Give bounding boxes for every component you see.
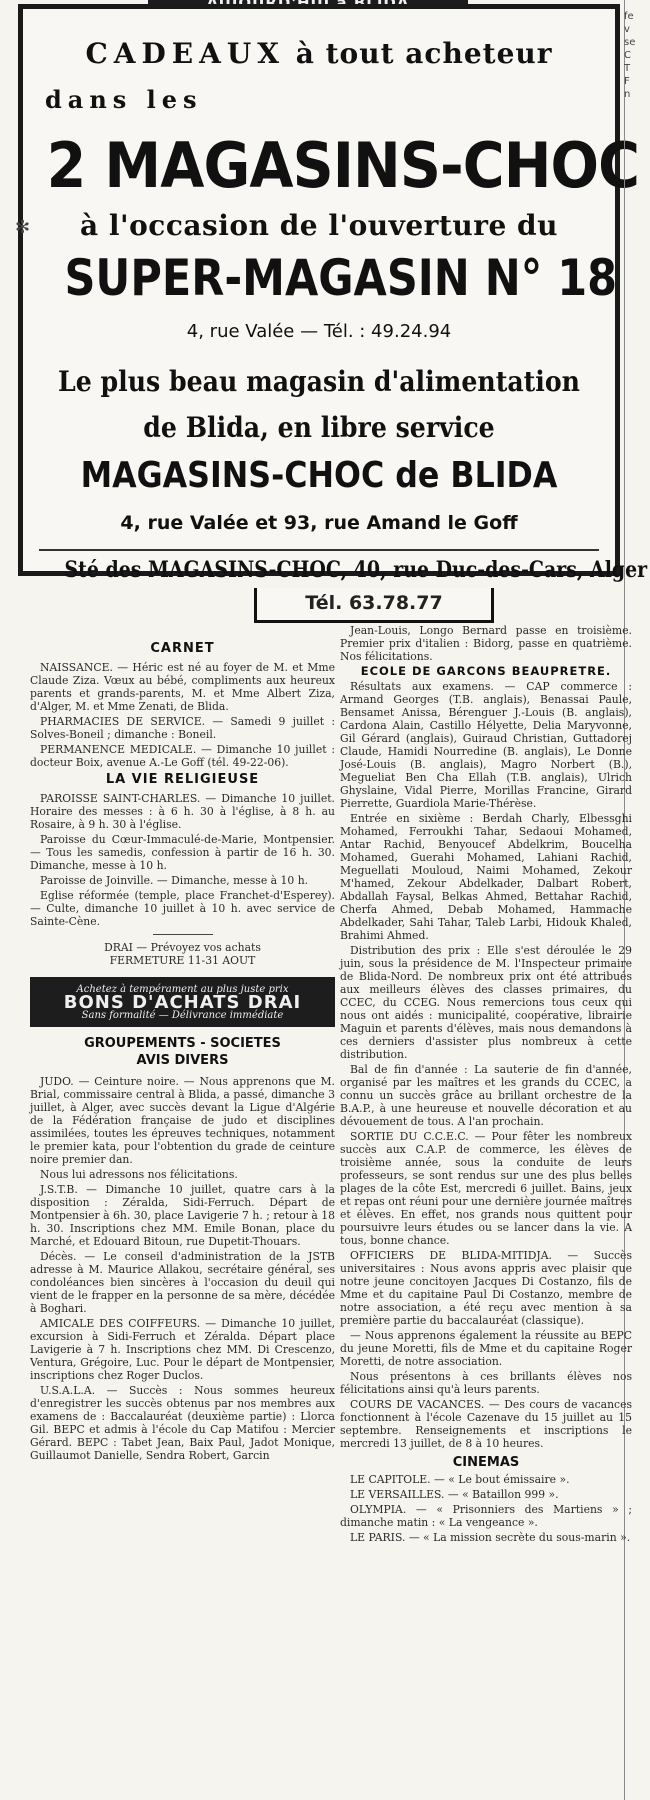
carnet-paragraph: PHARMACIES DE SERVICE. — Samedi 9 juillet : Solves-Boneil ; dimanche : Boneil. [30, 715, 335, 741]
vie-religieuse-paragraph: PAROISSE SAINT-CHARLES. — Dimanche 10 juillet. Horaire des messes : à 6 h. 30 à l'église, à 8 h. au Rosaire, à 9 h. 30 à l'église. [30, 792, 335, 831]
ad-line-libre-service: de Blida, en libre service [143, 411, 495, 444]
bons-achats-banner [30, 977, 335, 1027]
fragment-line: n [624, 89, 631, 100]
ad-tout-acheteur: à tout acheteur [284, 37, 553, 70]
section-divider [153, 934, 213, 935]
asterisk-icon: ✻ [15, 217, 31, 238]
ad-divider [39, 549, 599, 551]
banner-line-1: Achetez à tempérament au plus juste prix [76, 984, 289, 995]
vie-religieuse-paragraph: Eglise réformée (temple, place Franchet-d'Esperey). — Culte, dimanche 10 juillet à 10 h. avec service de Sainte-Cène. [30, 889, 335, 928]
left-column [30, 638, 335, 1464]
news-paragraph: COURS DE VACANCES. — Des cours de vacances fonctionnent à l'école Cazenave du 15 juillet au 15 septembre. Renseignements et inscriptions le mercredi 13 juillet, de 8 à 10 heures. [340, 1398, 632, 1450]
fragment-line: v [624, 24, 630, 35]
ecole-heading: ECOLE DE GARCONS BEAUPRETRE. [360, 664, 612, 678]
groupements-paragraph: Nous lui adressons nos félicitations. [40, 1168, 238, 1181]
drai-closing: FERMETURE 11-31 AOUT [109, 954, 256, 967]
ad-line-occasion: à l'occasion de l'ouverture du [80, 209, 558, 242]
news-paragraph: Bal de fin d'année : La sauterie de fin d'année, organisé par les maîtres et les grands du CCEC, a connu un succès grâce au brillant orchestre de la B.A.P., à une heureuse et nouvelle décoration et au dévouement de tous. A l'an prochain. [340, 1063, 632, 1128]
carnet-paragraph: NAISSANCE. — Héric est né au foyer de M. et Mme Claude Ziza. Vœux au bébé, compliments aux heureux parents et grands-parents, M. et Mme Albert Ziza, d'Alger, M. et Mme Zenati, de Blida. [30, 661, 335, 713]
ad-line-address-2: 4, rue Valée et 93, rue Amand le Goff [120, 512, 518, 534]
news-paragraph: Résultats aux examens. — CAP commerce : Armand Georges (T.B. anglais), Benassai Paule, Bensamet Anissa, Bérenguer J.-Louis (B. anglais), Cardona Alain, Castillo Hélyette, Delia Maryvonne, Gil Gérard (anglais), Guiraud Christian, Guttadorej Claude, Hamidi Nourredine (B. anglais), Le Donne José-Louis (B. anglais), Magro Norbert (B.), Megueliat Ben Cha Ellah (T.B. anglais), Ulrich Ghyslaine, Vidal Pierre, Morillas Francine, Girard Pierrette, Guardiola Marie-Thérèse. [340, 680, 632, 810]
adjacent-column-fragment [624, 10, 650, 101]
groupements-heading-line-1: GROUPEMENTS - SOCIETES [84, 1036, 281, 1051]
ad-line-dans-les: dans les [45, 85, 203, 114]
drai-notice: DRAI — Prévoyez vos achats [104, 941, 261, 954]
ad-line-magasins-choc-blida: MAGASINS-CHOC de BLIDA [80, 455, 558, 496]
fragment-line: se [624, 37, 636, 48]
ad-line-address-1: 4, rue Valée — Tél. : 49.24.94 [186, 321, 452, 342]
fragment-line: F [624, 76, 630, 87]
news-paragraph: — Nous apprenons également la réussite au BEPC du jeune Moretti, fils de Mme et du capitaine Roger Moretti, de notre association. [340, 1329, 632, 1368]
cinema-listing: OLYMPIA. — « Prisonniers des Martiens » ; dimanche matin : « La vengeance ». [340, 1503, 632, 1529]
vie-religieuse-paragraph: Paroisse de Joinville. — Dimanche, messe à 10 h. [40, 874, 309, 887]
vie-religieuse-heading: LA VIE RELIGIEUSE [105, 772, 260, 787]
continued-paragraph: Jean-Louis, Longo Bernard passe en troisième. Premier prix d'italien : Bidorg, passe en quatrième. Nos félicitations. [340, 624, 632, 663]
news-paragraph: Distribution des prix : Elle s'est déroulée le 29 juin, sous la présidence de M. l'Inspecteur primaire de Blida-Nord. De nombreux prix ont été attribués aux meilleurs élèves des classes primaires, du CCEC, du CCEG. Nous remercions tous ceux qui nous ont aidés : municipalité, coopérative, librairie Maguin et parents d'élèves, mais nous demandons à ces derniers d'assister plus nombreux à cette distribution. [340, 944, 632, 1061]
banner-line-3: Sans formalité — Délivrance immédiate [81, 1010, 284, 1021]
ad-line-super-magasin: SUPER-MAGASIN N° 18 [64, 249, 618, 307]
fragment-line: C [624, 50, 631, 61]
groupements-paragraph: AMICALE DES COIFFEURS. — Dimanche 10 juillet, excursion à Sidi-Ferruch et Zéralda. Départ place Lavigerie à 7 h. Inscriptions chez MM. Di Crescenzo, Ventura, Grégoire, Luc. Pour le départ de Montpensier, inscriptions chez Roger Duclos. [30, 1317, 335, 1382]
right-column [340, 624, 632, 1546]
groupements-paragraph: Décès. — Le conseil d'administration de la JSTB adresse à M. Maurice Allakou, secrétaire général, ses condoléances bien sincères à l'occasion du deuil qui vient de le frapper en la personne de sa mère, décédée à Boghari. [30, 1250, 335, 1315]
banner-line-2: BONS D'ACHATS DRAI [63, 992, 302, 1013]
vie-religieuse-paragraph: Paroisse du Cœur-Immaculé-de-Marie, Montpensier. — Tous les samedis, confession à partir de 16 h. 30. Dimanche, messe à 10 h. [30, 833, 335, 872]
groupements-paragraph: U.S.A.L.A. — Succès : Nous sommes heureux d'enregistrer les succès obtenus par nos membres aux examens de : Baccalauréat (deuxième partie) : Llorca Gil. BEPC et admis à l'école du Cap Matifou : Mercier Gérard. BEPC : Tabet Jean, Baix Paul, Jadot Monique, Guillaumot Danielle, Sendra Robert, Garcin [30, 1384, 335, 1462]
fragment-line: fe [624, 11, 634, 22]
ad-telephone: Tél. 63.78.77 [254, 588, 494, 623]
fragment-line: T [624, 63, 631, 74]
news-paragraph: Entrée en sixième : Berdah Charly, Elbessghi Mohamed, Ferroukhi Tahar, Sedaoui Mohamed, Antar Rachid, Benyoucef Abdelkrim, Boucelha Mohamed, Guerahi Mohamed, Lahiani Rachid, Meguellati Mouloud, Naimi Mohamed, Zekour M'hamed, Zekour Abdelkader, Dalbart Robert, Abdallah Faysal, Belkas Ahmed, Bettahar Rachid, Cherfa Ahmed, Debab Mohamed, Hammache Abdelkader, Sahi Tahar, Taleb Larbi, Hidouk Khaled, Brahimi Ahmed. [340, 812, 632, 942]
ad-line-cadeaux [23, 37, 615, 70]
cinema-listing: LE PARIS. — « La mission secrète du sous-marin ». [350, 1531, 631, 1544]
news-paragraph: SORTIE DU C.C.E.C. — Pour fêter les nombreux succès aux C.A.P. de commerce, les élèves de troisième année, sous la conduite de leurs professeurs, se sont rendus sur une des plus belles plages de la côte Est, mercredi 6 juillet. Bains, jeux et repas ont réuni pour une dernière journée maîtres et élèves. En effet, nos grands nous quittent pour poursuivre leurs études ou se lancer dans la vie. A tous, bonne chance. [340, 1130, 632, 1247]
groupements-heading-line-2: AVIS DIVERS [136, 1053, 229, 1068]
ad-line-societe: Sté des MAGASINS-CHOC, 40, rue Duc-des-Cars, Alger [64, 557, 648, 583]
groupements-paragraph: JUDO. — Ceinture noire. — Nous apprenons que M. Brial, commissaire central à Blida, a passé, dimanche 3 juillet, à Alger, avec succès devant la Ligue d'Algérie de la Fédération française de judo et disciplines assimilées, toutes les épreuves techniques, notamment le premier kata, pour l'obtention du grade de ceinture noire premier dan. [30, 1075, 335, 1166]
ad-cadeaux-word: CADEAUX [85, 37, 285, 70]
carnet-heading: CARNET [150, 641, 215, 656]
carnet-paragraph: PERMANENCE MEDICALE. — Dimanche 10 juillet : docteur Boix, avenue A.-Le Goff (tél. 49-22-06). [30, 743, 335, 769]
cinema-listing: LE CAPITOLE. — « Le bout émissaire ». [350, 1473, 570, 1486]
news-paragraph: Nous présentons à ces brillants élèves nos félicitations ainsi qu'à leurs parents. [340, 1370, 632, 1396]
ad-line-plus-beau: Le plus beau magasin d'alimentation [57, 365, 580, 398]
groupements-heading [30, 1035, 335, 1069]
cinema-listing: LE VERSAILLES. — « Bataillon 999 ». [350, 1488, 559, 1501]
cinemas-heading: CINEMAS [452, 1455, 520, 1470]
news-paragraph: OFFICIERS DE BLIDA-MITIDJA. — Succès universitaires : Nous avons appris avec plaisir que notre jeune concitoyen Jacques Di Costanzo, fils de Mme et du capitaine Paul Di Costanzo, membre de notre association, a été reçu avec mention à sa première partie du baccalauréat (classique). [340, 1249, 632, 1327]
ad-line-magasins-choc: 2 MAGASINS-CHOC [46, 129, 640, 202]
groupements-paragraph: J.S.T.B. — Dimanche 10 juillet, quatre cars à la disposition : Zéralda, Sidi-Ferruch. Départ de Montpensier à 6h. 30, place Lavigerie 7 h. ; retour à 18 h. 30. Inscriptions chez MM. Emile Bonan, place du Marché, et Edouard Bitoun, rue Dupetit-Thouars. [30, 1183, 335, 1248]
